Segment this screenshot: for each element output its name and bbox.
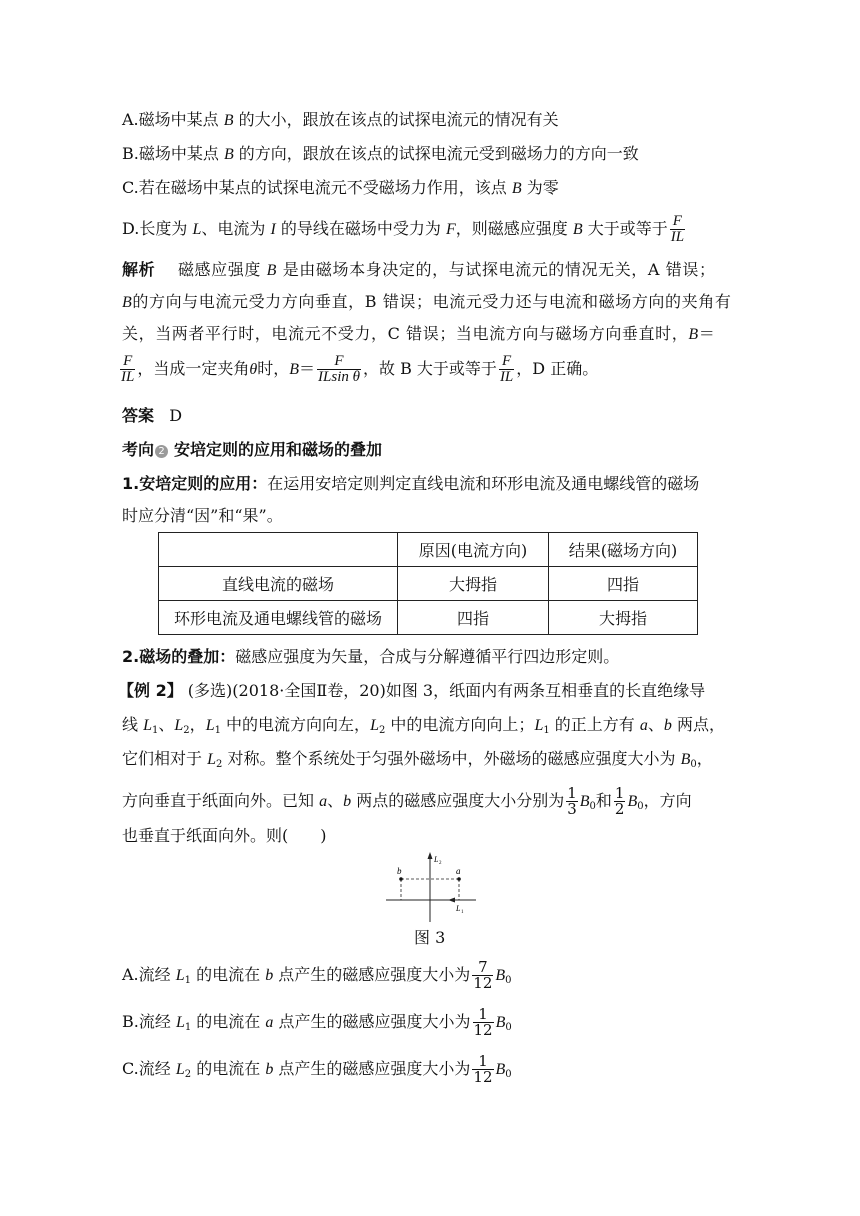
label-b: b <box>397 866 402 876</box>
subscript: 0 <box>505 1069 512 1080</box>
figure-caption <box>414 926 445 950</box>
symbol-L: L <box>174 717 184 734</box>
label-a: a <box>456 866 461 876</box>
text: 是由磁场本身决定的，与试探电流元的情况无关，A 错误； <box>277 260 716 279</box>
text: 的正上方有 <box>549 715 640 734</box>
text: D.长度为 <box>122 219 193 238</box>
answer-line <box>122 404 182 428</box>
numerator: 1 <box>567 784 577 802</box>
label-L2-subscript: 2 <box>439 861 442 866</box>
text: 的方向，跟放在该点的试探电流元受到磁场力的方向一致 <box>233 144 639 163</box>
symbol-B: B <box>495 1014 506 1031</box>
denominator: IL <box>499 369 514 385</box>
table-cell: 大拇指 <box>398 567 549 601</box>
subscript: 1 <box>184 1022 192 1033</box>
example-label: 【例 2】 <box>118 681 183 700</box>
text: 点产生的磁感应强度大小为 <box>273 1012 471 1031</box>
text: C.若在磁场中某点的试探电流元不受磁场力作用，该点 <box>122 178 512 197</box>
text: 关，当两者平行时，电流元不受力，C 错误；当电流方向与磁场方向垂直时， <box>122 324 689 343</box>
arrow-up-icon <box>428 852 433 859</box>
text: 、 <box>158 715 175 734</box>
text: 中的电流方向向左， <box>220 715 371 734</box>
denominator: ILsin θ <box>318 369 360 385</box>
section-heading <box>122 438 382 462</box>
symbol-B: B <box>266 262 278 279</box>
text: 点产生的磁感应强度大小为 <box>273 1059 471 1078</box>
text: 的电流在 <box>191 1059 266 1078</box>
subscript: 2 <box>183 725 190 736</box>
symbol-L: L <box>205 717 215 734</box>
symbol-b: b <box>663 717 672 734</box>
symbol-b: b <box>343 793 352 810</box>
fraction <box>473 1007 494 1038</box>
text: B.流经 <box>122 1012 176 1031</box>
equals: ＝ <box>299 359 316 378</box>
label-L1: L <box>456 904 461 913</box>
text: ，当成一定夹角 <box>137 359 250 378</box>
symbol-B: B <box>627 793 638 810</box>
fraction-one-third <box>566 786 578 817</box>
symbol-L: L <box>207 751 216 768</box>
analysis-line-1 <box>122 258 716 283</box>
symbol-a: a <box>639 717 648 734</box>
text: 中的电流方向向上； <box>385 715 535 734</box>
table-cell: 大拇指 <box>549 601 698 635</box>
text: ，方向 <box>643 791 692 810</box>
symbol-B: B <box>511 180 522 197</box>
text: 磁感应强度为矢量，合成与分解遵循平行四边形定则。 <box>235 647 620 666</box>
equals: ＝ <box>698 324 716 343</box>
arrow-left-icon <box>448 898 455 903</box>
symbol-B: B <box>495 1061 506 1078</box>
item2-heading: 2.磁场的叠加： <box>122 647 236 666</box>
table-header-row <box>159 533 698 567</box>
symbol-a: a <box>319 793 328 810</box>
comparison-table <box>158 532 698 635</box>
denominator: 3 <box>567 800 577 818</box>
table-row <box>159 567 698 601</box>
text: ， <box>696 749 713 768</box>
example-line-4 <box>122 786 692 819</box>
numerator: F <box>499 354 514 370</box>
subscript: 1 <box>152 725 159 736</box>
text: 在运用安培定则判定直线电流和环形电流及通电螺线管的磁场 <box>267 474 700 493</box>
text: 两点， <box>671 715 726 734</box>
item1-line-1 <box>122 472 699 496</box>
numerator: 1 <box>472 1054 493 1070</box>
symbol-L: L <box>534 717 544 734</box>
subscript: 2 <box>216 759 223 770</box>
item1-line-2 <box>122 504 283 528</box>
table-cell: 环形电流及通电螺线管的磁场 <box>159 601 398 635</box>
text: 的大小，跟放在该点的试探电流元的情况有关 <box>233 110 559 129</box>
subscript: 0 <box>637 801 644 812</box>
option-c-top <box>122 176 559 201</box>
table-header-cell: 结果(磁场方向) <box>549 533 698 567</box>
figure-3-diagram <box>380 848 480 924</box>
text: 它们相对于 <box>122 749 208 768</box>
example-line-3 <box>122 747 713 777</box>
fraction-F-over-IL <box>670 214 685 245</box>
table-cell: 四指 <box>549 567 698 601</box>
subscript: 0 <box>589 801 596 812</box>
numerator: F <box>670 214 685 230</box>
analysis-line-4 <box>118 354 598 385</box>
symbol-B: B <box>680 751 691 768</box>
example-line-2 <box>122 713 725 743</box>
subscript: 1 <box>214 725 221 736</box>
text: 对称。整个系统处于匀强外磁场中，外磁场的磁感应强度大小为 <box>222 749 681 768</box>
example-line-1 <box>118 679 705 703</box>
point-b <box>399 877 403 881</box>
label-L1-subscript: 1 <box>461 910 464 915</box>
section-title: 安培定则的应用和磁场的叠加 <box>174 440 383 459</box>
fraction-F-over-IL <box>499 354 514 385</box>
text: 、 <box>327 791 344 810</box>
label-L2: L <box>434 855 439 864</box>
text: 磁感应强度 <box>177 260 267 279</box>
text: ， <box>189 715 206 734</box>
symbol-I: I <box>270 221 276 238</box>
text: 方向垂直于纸面向外。已知 <box>122 791 320 810</box>
symbol-L: L <box>143 717 152 734</box>
subscript: 0 <box>505 1022 512 1033</box>
text: 、电流为 <box>201 219 271 238</box>
analysis-line-2 <box>122 290 731 315</box>
symbol-F: F <box>445 221 456 238</box>
text: ，则磁感应强度 <box>455 219 573 238</box>
symbol-L: L <box>175 1061 185 1078</box>
symbol-L: L <box>192 221 202 238</box>
text: 两点的磁感应强度大小分别为 <box>351 791 565 810</box>
fraction <box>472 960 493 991</box>
numerator: 7 <box>472 960 493 976</box>
subscript: 1 <box>543 725 550 736</box>
text: (多选)(2018·全国Ⅱ卷，20)如图 3，纸面内有两条互相垂直的长直绝缘导 <box>182 681 706 700</box>
subscript: 2 <box>378 725 386 736</box>
text: 的电流在 <box>191 1012 266 1031</box>
answer-value: D <box>169 406 183 425</box>
caption-text: 图 3 <box>414 928 446 947</box>
symbol-point: a <box>265 1014 274 1031</box>
item2-line <box>122 645 619 669</box>
symbol-point: b <box>265 1061 274 1078</box>
denominator: 12 <box>473 974 493 992</box>
table-row <box>159 601 698 635</box>
section-label: 考向 <box>122 440 155 459</box>
text: 时应分清“因”和“果”。 <box>122 506 283 525</box>
text: ，故 B 大于或等于 <box>363 359 497 378</box>
symbol-B: B <box>223 146 234 163</box>
numerator: F <box>120 354 135 370</box>
fraction-F-over-IL <box>120 354 135 385</box>
text: ，D 正确。 <box>516 359 599 378</box>
option-b-top <box>122 142 639 167</box>
text: B.磁场中某点 <box>122 144 224 163</box>
point-a <box>457 877 461 881</box>
symbol-B: B <box>572 221 583 238</box>
text: 、 <box>647 715 664 734</box>
text: 的电流在 <box>191 965 266 984</box>
symbol-L: L <box>175 1014 185 1031</box>
analysis-label: 解析 <box>122 260 156 279</box>
symbol-B: B <box>223 112 234 129</box>
option-c-bottom <box>122 1054 512 1087</box>
subscript: 0 <box>505 975 512 986</box>
text: A.磁场中某点 <box>122 110 224 129</box>
symbol-B: B <box>122 294 133 311</box>
table-header-cell: 原因(电流方向) <box>398 533 549 567</box>
table-cell: 直线电流的磁场 <box>159 567 398 601</box>
symbol-theta: θ <box>249 361 258 378</box>
option-a-bottom <box>122 960 512 993</box>
symbol-B: B <box>495 967 506 984</box>
option-b-bottom <box>122 1007 512 1040</box>
text: 线 <box>122 715 144 734</box>
numerator: 1 <box>614 784 625 802</box>
text: A.流经 <box>122 965 176 984</box>
symbol-L: L <box>175 967 185 984</box>
item1-heading: 1.安培定则的应用： <box>122 474 268 493</box>
denominator: IL <box>670 229 685 245</box>
table-header-cell <box>159 533 398 567</box>
text: 时， <box>257 359 290 378</box>
subscript: 2 <box>184 1069 192 1080</box>
symbol-point: b <box>265 967 274 984</box>
symbol-B: B <box>688 326 699 343</box>
circled-number-icon: 2 <box>155 445 168 458</box>
option-d-top <box>122 214 687 245</box>
text: C.流经 <box>122 1059 176 1078</box>
fraction <box>472 1054 493 1085</box>
numerator: 1 <box>473 1007 494 1023</box>
symbol-L: L <box>370 717 379 734</box>
denominator: 12 <box>473 1021 493 1039</box>
fraction-one-half <box>614 786 626 817</box>
denominator: 12 <box>473 1068 493 1086</box>
symbol-B: B <box>289 361 300 378</box>
answer-label: 答案 <box>122 406 155 425</box>
denominator: 2 <box>614 800 625 818</box>
example-line-5 <box>122 824 327 848</box>
text: 的方向与电流元受力方向垂直，B 错误；电流元受力还与电流和磁场方向的夹角有 <box>132 292 732 311</box>
table-cell: 四指 <box>398 601 549 635</box>
fraction-F-over-ILsin <box>317 354 361 385</box>
text: 点产生的磁感应强度大小为 <box>273 965 471 984</box>
text: 的导线在磁场中受力为 <box>275 219 446 238</box>
text: 和 <box>595 791 612 810</box>
option-a-top <box>122 108 559 133</box>
text: 也垂直于纸面向外。则( ) <box>122 826 327 845</box>
subscript: 0 <box>690 759 697 770</box>
text: 大于或等于 <box>582 219 668 238</box>
denominator: IL <box>121 369 135 385</box>
subscript: 1 <box>184 975 192 986</box>
symbol-B: B <box>579 793 590 810</box>
analysis-line-3 <box>122 322 715 347</box>
numerator: F <box>317 354 361 370</box>
text: 为零 <box>521 178 559 197</box>
